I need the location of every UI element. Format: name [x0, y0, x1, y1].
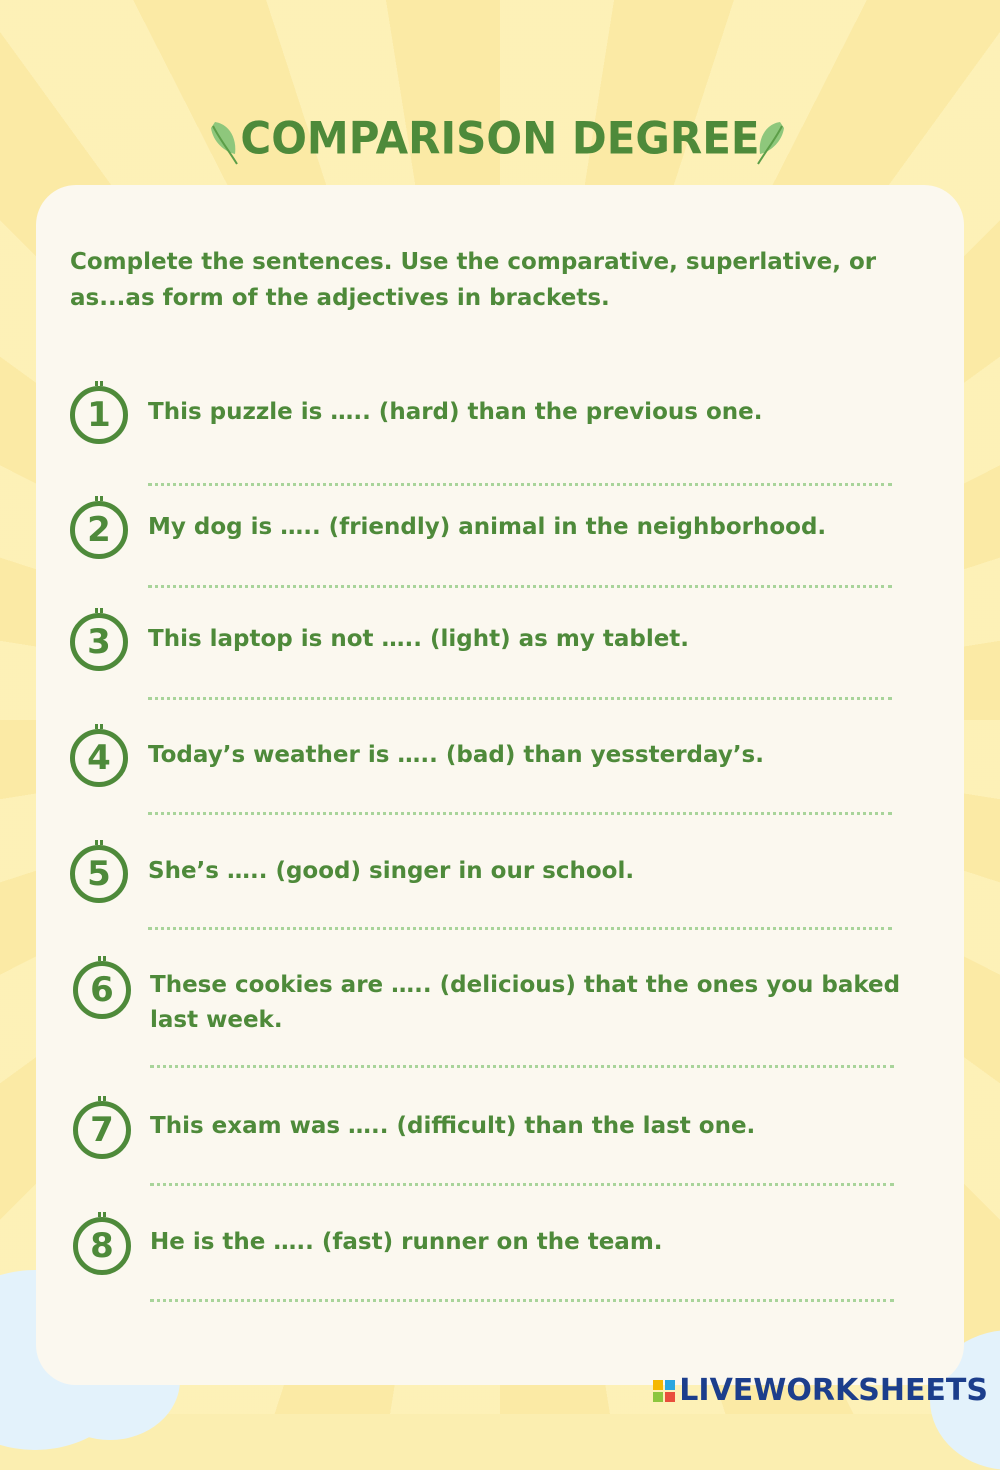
- item-sentence: Today’s weather is ….. (bad) than yessterday’s.: [148, 742, 764, 768]
- item-number-badge: 8: [73, 1217, 131, 1275]
- item-sentence: This laptop is not ….. (light) as my tablet.: [148, 626, 690, 652]
- item-sentence: This puzzle is ….. (hard) than the previous one.: [148, 399, 763, 425]
- item-number-badge: 6: [73, 961, 131, 1019]
- answer-line[interactable]: [150, 1065, 894, 1068]
- item-sentence: This exam was ….. (difficult) than the last one.: [150, 1113, 756, 1139]
- item-number-badge: 3: [70, 613, 128, 671]
- liveworksheets-logo[interactable]: [653, 1373, 988, 1408]
- answer-line[interactable]: [148, 697, 892, 700]
- item-sentence: My dog is ….. (friendly) animal in the neighborhood.: [148, 514, 827, 540]
- leaf-icon: [756, 118, 790, 166]
- worksheet-card: [36, 185, 964, 1385]
- answer-line[interactable]: [150, 1183, 894, 1186]
- answer-line[interactable]: [148, 585, 892, 588]
- item-sentence: He is the ….. (fast) runner on the team.: [150, 1229, 663, 1255]
- page-title: COMPARISON DEGREE: [240, 112, 760, 165]
- answer-line[interactable]: [150, 1299, 894, 1302]
- answer-line[interactable]: [148, 927, 892, 930]
- item-number-badge: 4: [70, 729, 128, 787]
- item-number-badge: 2: [70, 501, 128, 559]
- answer-line[interactable]: [148, 483, 892, 486]
- item-sentence: She’s ….. (good) singer in our school.: [148, 858, 635, 884]
- instructions-text: Complete the sentences. Use the comparative, superlative, or as...as form of the adjectives in brackets.: [70, 249, 877, 311]
- item-sentence: These cookies are ….. (delicious) that the ones you baked last week.: [150, 972, 901, 1033]
- item-number-badge: 5: [70, 845, 128, 903]
- brand-name: LIVEWORKSHEETS: [679, 1373, 988, 1408]
- answer-line[interactable]: [148, 812, 892, 815]
- liveworksheets-logo-icon: [653, 1380, 675, 1402]
- item-number-badge: 1: [70, 386, 128, 444]
- item-number-badge: 7: [73, 1101, 131, 1159]
